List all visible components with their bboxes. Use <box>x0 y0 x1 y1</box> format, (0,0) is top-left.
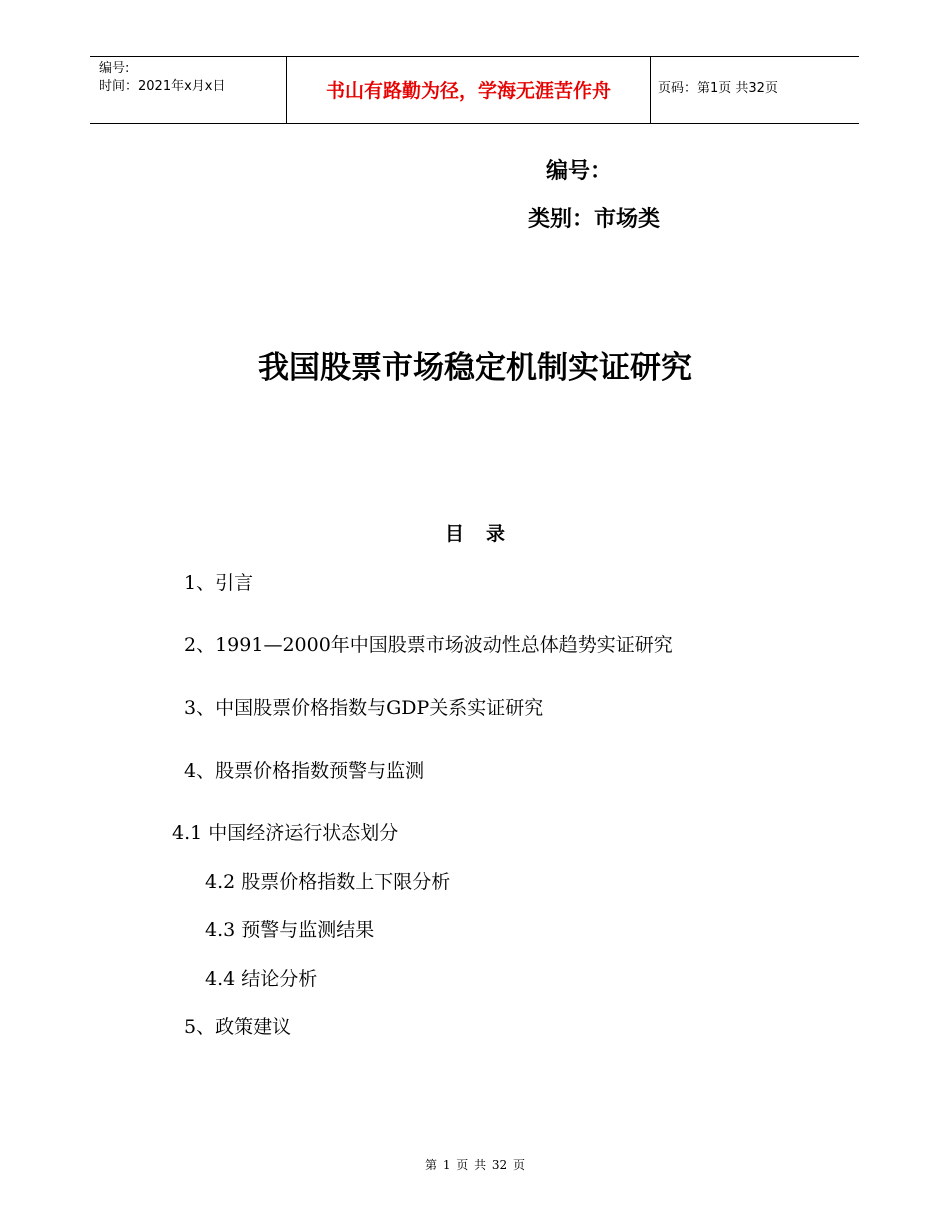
toc-item-4-3[interactable]: 4.3 预警与监测结果 <box>205 919 375 941</box>
doc-number-label: 编号： <box>546 159 613 184</box>
header-time-label: 时间：2021年x月x日 <box>99 79 226 94</box>
toc-item-2[interactable]: 2、1991—2000年中国股票市场波动性总体趋势实证研究 <box>184 634 673 656</box>
toc-heading: 目录 <box>444 523 527 545</box>
toc-item-4[interactable]: 4、股票价格指数预警与监测 <box>184 760 425 782</box>
header-number-label: 编号: <box>99 61 130 76</box>
header-page-info: 页码：第1页 共32页 <box>658 81 778 96</box>
toc-item-5[interactable]: 5、政策建议 <box>184 1016 292 1038</box>
toc-item-4-1[interactable]: 4.1 中国经济运行状态划分 <box>172 822 399 844</box>
header-page-cell <box>650 57 859 123</box>
header-motto-cell <box>286 57 651 123</box>
toc-item-4-2[interactable]: 4.2 股票价格指数上下限分析 <box>205 871 451 893</box>
page-footer: 第 1 页 共 32 页 <box>425 1158 525 1172</box>
toc-item-1[interactable]: 1、引言 <box>184 572 254 594</box>
document-title: 我国股票市场稳定机制实证研究 <box>258 350 692 386</box>
header-table <box>90 56 859 124</box>
doc-category-label: 类别：市场类 <box>528 207 661 232</box>
header-left-cell <box>90 57 286 123</box>
toc-item-3[interactable]: 3、中国股票价格指数与GDP关系实证研究 <box>184 697 544 719</box>
toc-item-4-4[interactable]: 4.4 结论分析 <box>205 968 318 990</box>
header-motto: 书山有路勤为径，学海无涯苦作舟 <box>325 80 611 102</box>
